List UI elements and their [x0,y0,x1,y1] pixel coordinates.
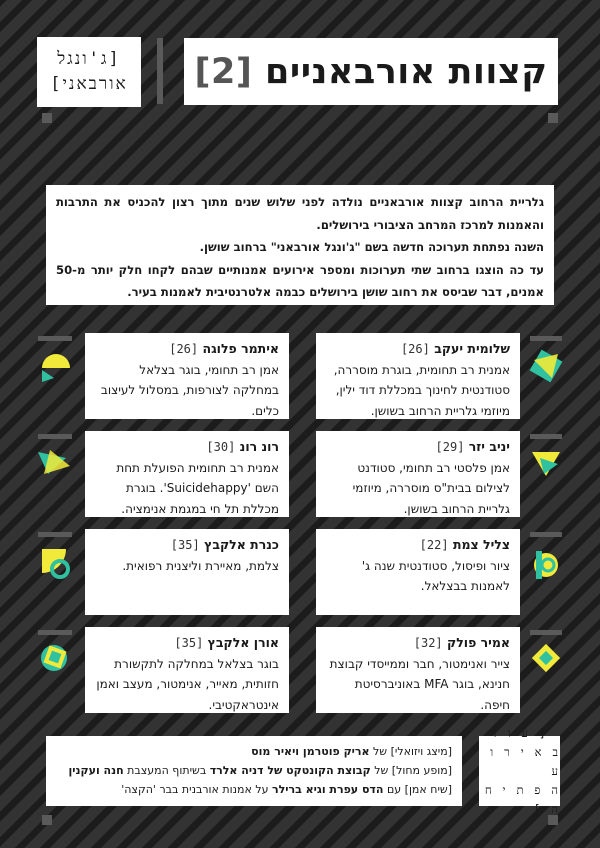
artist-age: [22] [419,538,449,552]
page-title [184,38,558,105]
geo-icon-spiral [528,348,564,384]
event-text: על אמנות אורבנית בבר 'הקצה' [121,783,272,796]
artist-age: [32] [413,636,443,650]
artist-name: אמיר פולק [447,635,510,650]
artist-name: יניב יזר [468,439,510,454]
decor-bar [530,434,562,439]
geo-icon-diamond [528,444,564,480]
artist-name: צליל צמת [452,537,510,552]
logo-line-1: [ג'ונגל [57,49,121,69]
artist-card [316,529,520,615]
artist-bio: צלמת, מאיירת וליצנית רפואית. [122,558,279,573]
geo-icon-quarter [38,545,74,581]
intro-line-1: גלריית הרחוב קצוות אורבאניים נולדה לפני שלוש שנים מתוך רצון להכניס את התרבות והאמנות למרכז המרחב הציבורי בירושלים. [56,195,544,232]
artist-name: רונ רונ [239,439,279,454]
artist-bio: צייר ואנימטור, חבר וממייסדי קבוצת חנינא, בוגר MFA באוניברסיטת חיפה. [329,656,510,712]
title-text: קצוות אורבאניים [265,51,548,92]
artist-age: [30] [206,440,236,454]
decor-dot [42,815,52,825]
artist-card [85,529,289,615]
header-separator [157,38,163,104]
artist-bio: בוגר בצלאל במחלקה לתקשורת חזותית, מאייר, אנימטור, מעצב ואמן אינטראקטיבי. [96,656,279,712]
logo-jungle-urbani [37,37,141,107]
intro-line-3: עד כה הוצגו ברחוב שתי תערוכות ומספר אירועים אמנותיים שבהם לקחו חלק יותר מ-50 אמנים, דבר שביסס את רחוב שושן בירושלים כבמה אלטרנטיבית לאמנות בעיר. [56,262,544,299]
decor-bar [530,532,562,537]
logo-line-2: אורבאני] [50,74,128,94]
decor-bar [38,532,72,537]
artist-card [85,627,289,713]
event-artists: חנה ועקנין [68,764,124,777]
decor-bar [38,630,72,635]
artist-card [85,333,289,419]
artist-name: איתמר פלוגה [202,341,279,356]
artist-age: [35] [174,636,204,650]
event-artists: אריק פוטרמן ויאיר מוס [251,745,370,758]
event-artists: הדס עפרת וגיא ברילר [271,783,384,796]
event-artists: קבוצת הקונטקט של דניה אלרד [209,764,371,777]
event-line-1 [56,742,452,761]
artist-name: כנרת אלקבץ [204,537,279,552]
artist-card [316,627,520,713]
decor-bar [38,434,72,439]
artist-bio: ציור ופיסול, סטודנטית שנה ג' לאמנות בבצלאל. [361,558,510,593]
event-text: בשיתוף המעצבת [123,764,210,777]
artist-name: אורן אלקבץ [207,635,279,650]
decor-bar [530,336,562,341]
artist-bio: אמנית רב תחומית הפועלת תחת השם 'Suicidehappy'. בוגרת מכללת תל חי במגמת אנימציה. [116,460,279,516]
title-number: [2] [194,51,253,92]
event-line-3 [56,780,452,799]
artist-card [316,333,520,419]
event-type: [מיצג ויזואלי] של [369,745,452,758]
decor-bar [530,630,562,635]
artist-bio: אמן רב תחומי, בוגר בצלאל במחלקה לצורפות, במסלול לעיצוב כלים. [100,362,279,418]
artist-name: שלומית יעקב [434,341,510,356]
artist-bio: אמנית רב תחומית, בוגרת מוסררה, סטודנטית לחינוך במכללת דוד ילין, מיוזמי גלריית הרחוב בשושן. [333,362,510,418]
side-line-1: [ ע ו ד [491,725,548,740]
artist-card [316,431,520,517]
artist-age: [35] [170,538,200,552]
geo-icon-arc [528,640,564,676]
more-at-opening-box [479,725,560,816]
decor-bar [38,336,72,341]
artist-age: [26] [400,342,430,356]
event-type: [מופע מחול] של [370,764,452,777]
artist-card [85,431,289,517]
geo-icon-triangles [36,444,72,480]
intro-line-2: השנה נפתחת תערוכה חדשה בשם "ג'ונגל אורבאני" ברחוב שושן. [199,240,544,254]
event-type: [שיח אמן] עם [383,783,452,796]
artist-age: [26] [169,342,199,356]
decor-dot [548,113,558,123]
event-line-2 [56,761,452,780]
artist-age: [29] [435,440,465,454]
decor-dot [42,113,52,123]
geo-icon-halfcircle [38,348,74,384]
geo-icon-ring [528,545,564,581]
side-line-2: ב א י ר ו ע [490,744,560,778]
events-footer [46,736,462,806]
intro-paragraph [46,185,554,305]
artist-bio: אמן פלסטי רב תחומי, סטודנט לצילום בבית"ס מוסררה, מיוזמי גלריית הרחוב בשושן. [352,460,510,516]
geo-icon-square [38,640,74,676]
side-line-3: ה פ ת י ח ה ] [484,782,560,816]
